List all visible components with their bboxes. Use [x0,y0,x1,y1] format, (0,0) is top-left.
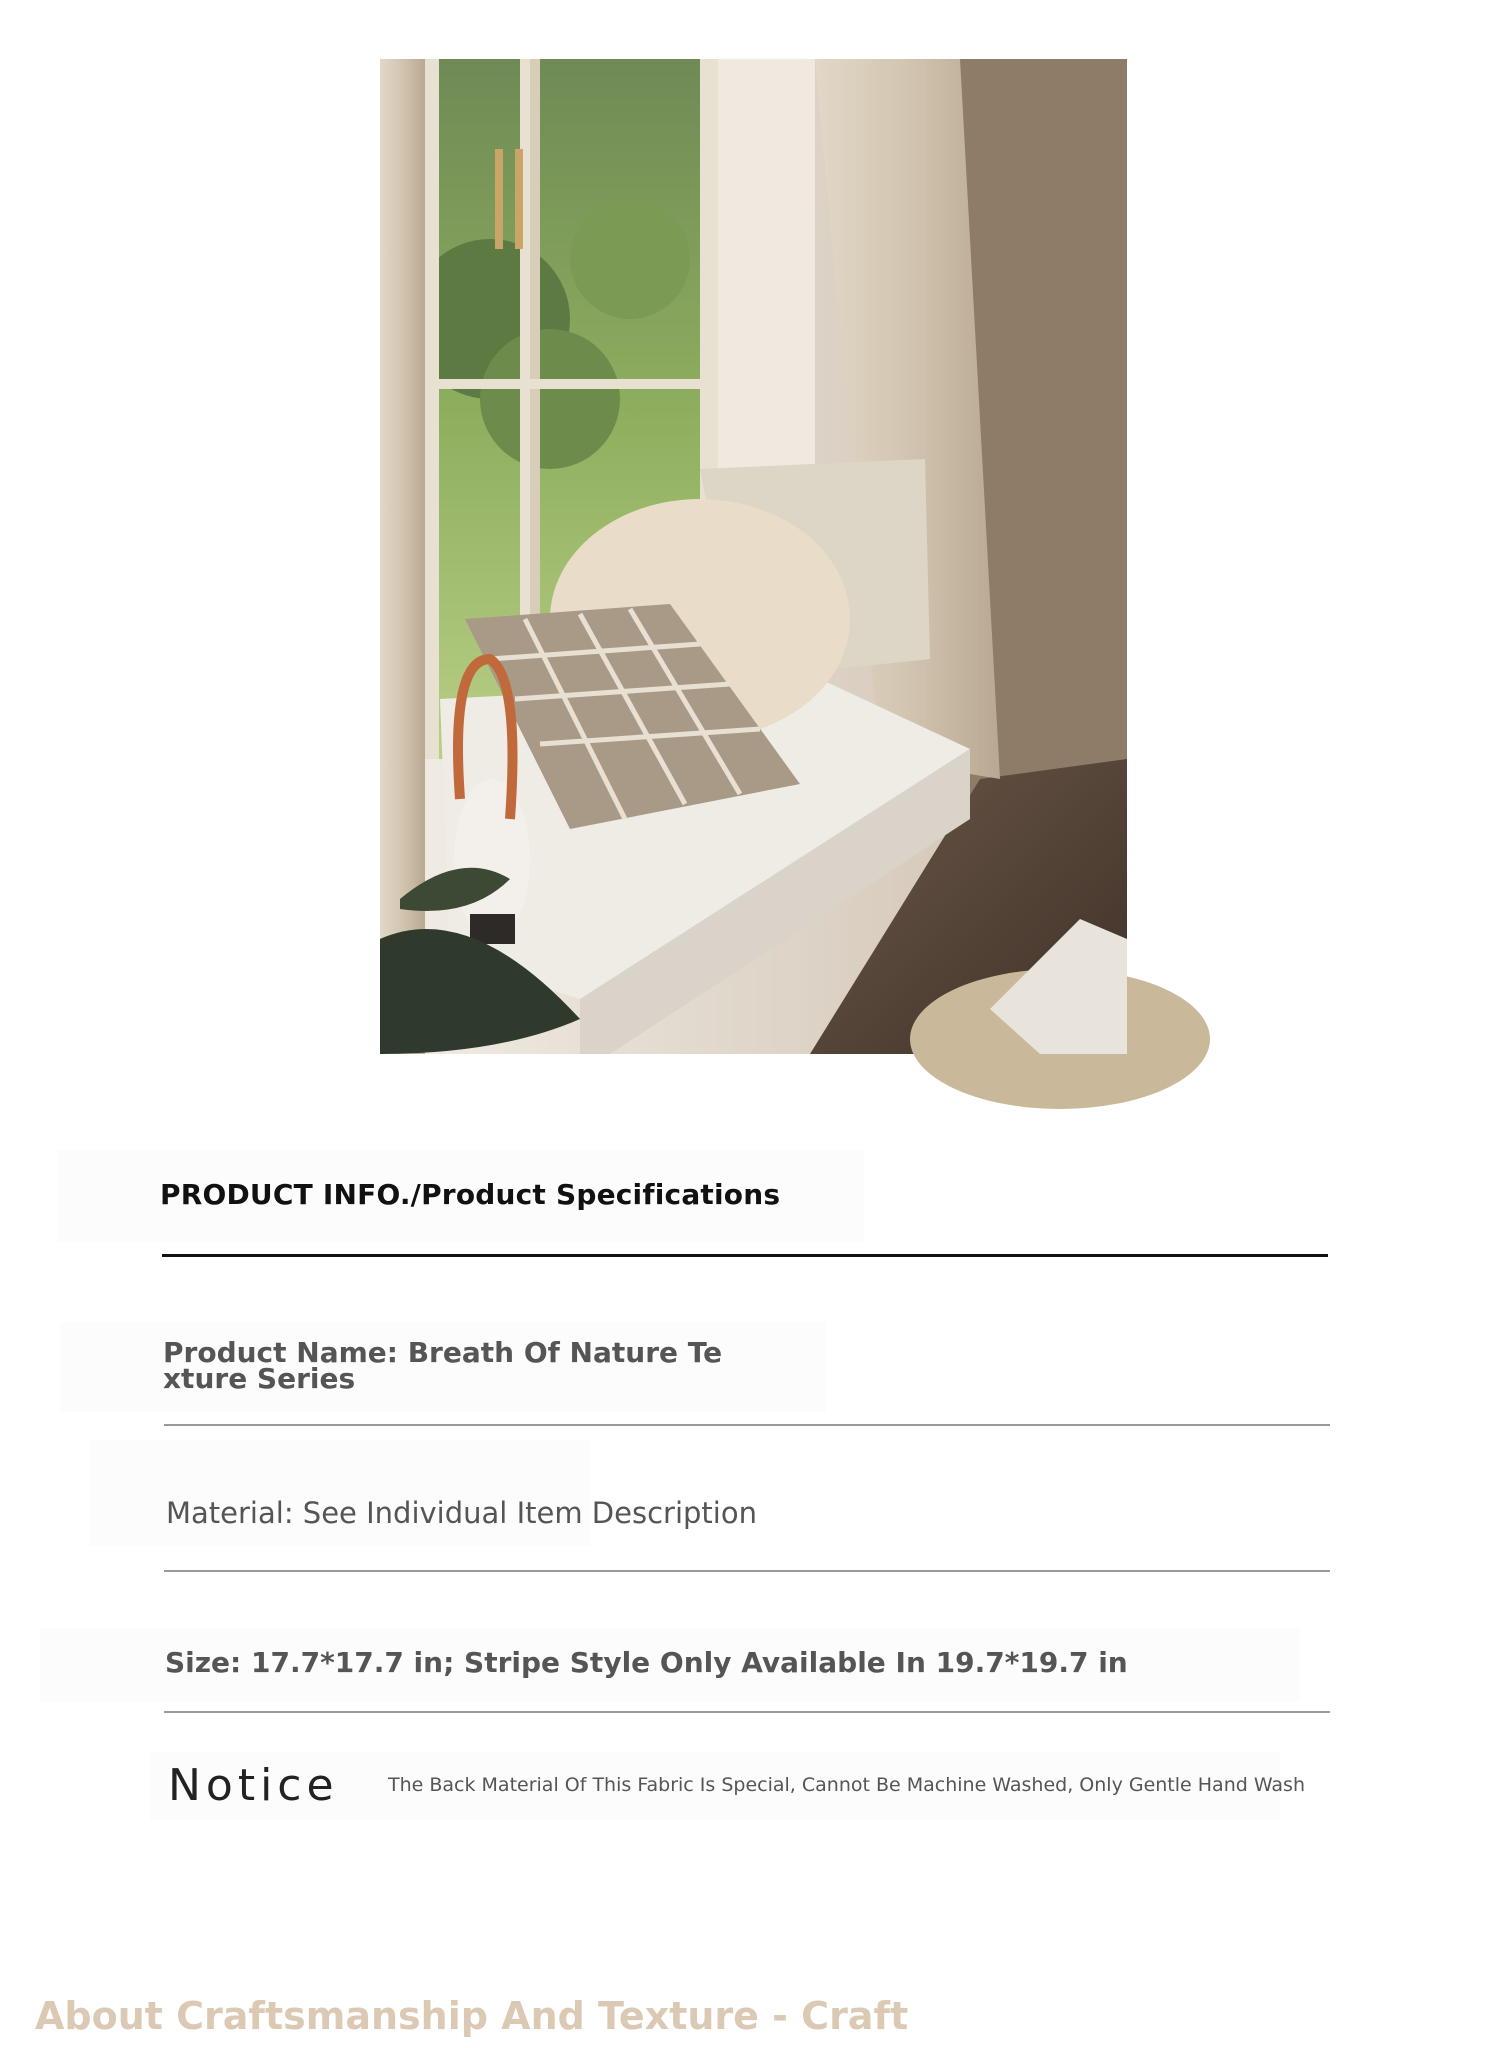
row-divider [164,1570,1330,1572]
section-divider [162,1254,1328,1257]
product-name: Product Name: Breath Of Nature Texture Series [163,1336,723,1395]
section-title: PRODUCT INFO./Product Specifications [160,1178,781,1211]
row-divider [164,1424,1330,1426]
material-band [90,1440,590,1546]
material-text: Material: See Individual Item Description [166,1496,757,1530]
row-divider [164,1711,1330,1713]
product-photo [380,59,1127,1054]
notice-text: The Back Material Of This Fabric Is Special, Cannot Be Machine Washed, Only Gentle Hand Wash [388,1774,1305,1796]
window-seat-cushions-photo-icon [380,59,1127,1054]
notice-label: Notice [168,1760,339,1811]
size-text: Size: 17.7*17.7 in; Stripe Style Only Available In 19.7*19.7 in [165,1646,1128,1679]
about-heading: About Craftsmanship And Texture - Craft [35,1994,909,2038]
